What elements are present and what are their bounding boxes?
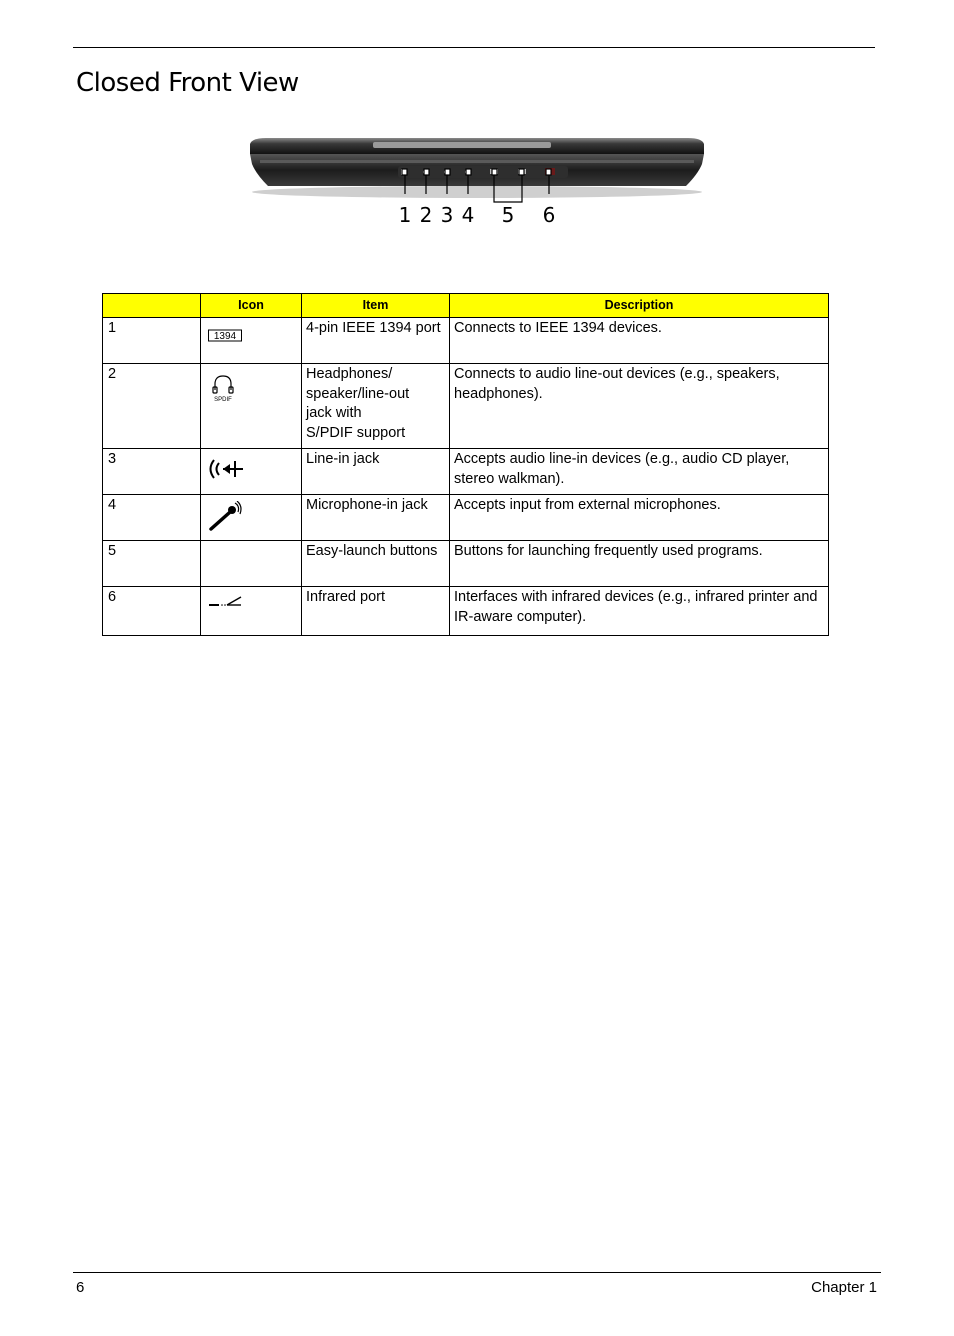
row-icon-cell (201, 318, 302, 364)
laptop-shadow (252, 186, 702, 198)
marker-2 (424, 169, 429, 175)
row-number: 1 (103, 318, 201, 364)
chapter-label: Chapter 1 (811, 1279, 877, 1296)
ieee1394-icon (207, 324, 243, 348)
lid-latch (373, 142, 551, 148)
row-item-line: jack with (306, 405, 362, 421)
laptop-front-illustration (246, 134, 708, 230)
table-row (103, 318, 829, 364)
row-description: Connects to audio line-out devices (e.g., speakers, headphones). (450, 364, 829, 449)
headphones-spdif-icon (207, 370, 237, 404)
top-rule (73, 47, 875, 48)
row-number: 2 (103, 364, 201, 449)
svg-text:SPDIF: SPDIF (214, 397, 232, 403)
row-icon-cell (201, 495, 302, 541)
row-item: 4-pin IEEE 1394 port (302, 318, 450, 364)
line-in-icon (207, 455, 247, 485)
row-description: Accepts audio line-in devices (e.g., audio CD player, stereo walkman). (450, 449, 829, 495)
infrared-icon (207, 593, 247, 613)
row-number: 5 (103, 541, 201, 587)
callout-5: 5 (501, 203, 515, 227)
marker-5b (519, 169, 524, 175)
marker-4 (466, 169, 471, 175)
marker-6 (546, 169, 551, 175)
callout-6: 6 (542, 203, 556, 227)
row-description: Connects to IEEE 1394 devices. (450, 318, 829, 364)
table-row (103, 495, 829, 541)
header-icon: Icon (201, 294, 302, 318)
header-item: Item (302, 294, 450, 318)
table-row (103, 587, 829, 636)
table-row (103, 541, 829, 587)
row-number: 4 (103, 495, 201, 541)
row-number: 3 (103, 449, 201, 495)
base-seam (260, 160, 694, 163)
row-icon-cell (201, 587, 302, 636)
row-description: Accepts input from external microphones. (450, 495, 829, 541)
marker-3 (445, 169, 450, 175)
header-description: Description (450, 294, 829, 318)
row-item: Line-in jack (302, 449, 450, 495)
row-item-line: speaker/line-out (306, 385, 410, 402)
row-item (302, 364, 450, 449)
marker-1 (402, 169, 407, 175)
table-header-row (103, 294, 829, 318)
row-description: Interfaces with infrared devices (e.g., infrared printer and IR-aware computer). (450, 587, 829, 636)
microphone-icon (207, 501, 243, 533)
row-icon-cell (201, 541, 302, 587)
svg-text:1394: 1394 (213, 331, 237, 342)
row-item-line: Headphones/ (306, 366, 393, 382)
row-description: Buttons for launching frequently used programs. (450, 541, 829, 587)
row-item: Microphone-in jack (302, 495, 450, 541)
row-icon-cell (201, 449, 302, 495)
callout-2: 2 (419, 203, 433, 227)
front-view-ports-table (102, 293, 829, 636)
row-number: 6 (103, 587, 201, 636)
page-title: Closed Front View (76, 68, 299, 98)
header-number (103, 294, 201, 318)
row-item: Easy-launch buttons (302, 541, 450, 587)
callout-3: 3 (440, 203, 454, 227)
callout-4: 4 (461, 203, 475, 227)
callout-1: 1 (398, 203, 412, 227)
table-row (103, 364, 829, 449)
row-item: Infrared port (302, 587, 450, 636)
page-number: 6 (76, 1279, 85, 1296)
row-item-line: S/PDIF support (306, 424, 406, 441)
table-row (103, 449, 829, 495)
marker-5a (492, 169, 497, 175)
row-icon-cell (201, 364, 302, 449)
footer-rule (73, 1272, 881, 1273)
